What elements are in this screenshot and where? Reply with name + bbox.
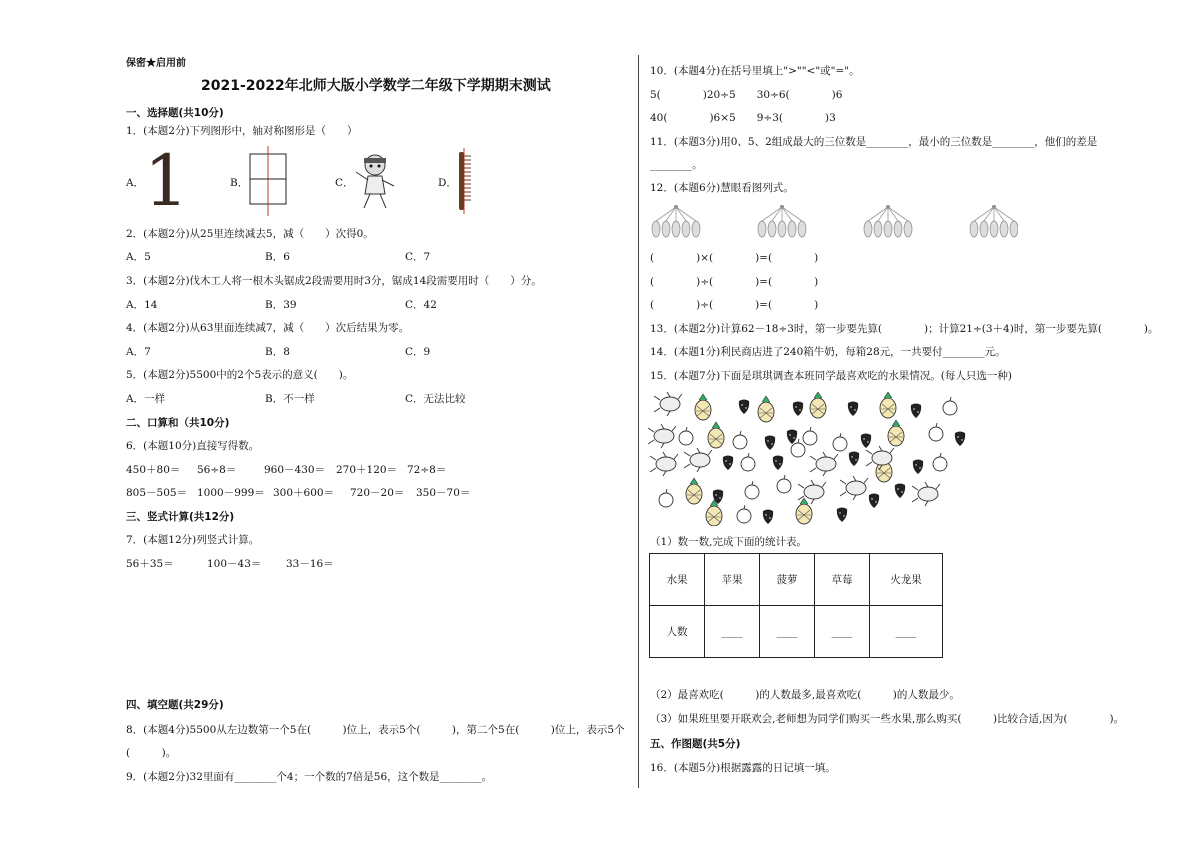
q13-text: 13．(本题2分)计算62－18÷3时，第一步要先算( )；计算21÷(3＋4)时，第一步要先算( )。 bbox=[650, 323, 1159, 335]
digit-one-icon: 1 bbox=[144, 140, 189, 222]
q6-item: 1000－999＝ bbox=[197, 487, 265, 499]
q4-text: 4．(本题2分)从63里面连续减7，减（ ）次后结果为零。 bbox=[126, 322, 410, 334]
q6-text: 6．(本题10分)直接写得数。 bbox=[126, 440, 260, 452]
q8-line1: 8．(本题4分)5500从左边数第一个5在( )位上，表示5个( )，第二个5在( )位上，表示5个 bbox=[126, 724, 625, 736]
column-divider bbox=[638, 55, 639, 788]
section-mental-math: 二、口算和（共10分) bbox=[126, 417, 230, 429]
q6-item: 270＋120＝ bbox=[336, 464, 398, 476]
q3-option-a: A．14 bbox=[126, 299, 158, 311]
section-drawing: 五、作图题(共5分) bbox=[650, 738, 741, 750]
table-header-cell: 水果 bbox=[650, 554, 705, 606]
section-fill-blank: 四、填空题(共29分) bbox=[126, 699, 224, 711]
section-vertical-calc: 三、竖式计算(共12分) bbox=[126, 511, 235, 523]
q11-line1: 11．(本题3分)用0、5、2组成最大的三位数是________，最小的三位数是________，他们的差是 bbox=[650, 136, 1098, 148]
q6-item: 56÷8＝ bbox=[197, 464, 237, 476]
q12-row2: ( )÷( )=( ) bbox=[650, 276, 819, 288]
table-header-cell: 苹果 bbox=[705, 554, 760, 606]
q14-text: 14．(本题1分)利民商店进了240箱牛奶，每箱28元，一共要付________元。 bbox=[650, 346, 1006, 358]
q1-option-b: B． bbox=[230, 177, 249, 189]
q10-row1: 5( )20÷5 30÷6( )6 bbox=[650, 89, 843, 101]
comb-icon bbox=[452, 148, 476, 214]
q4-option-b: B．8 bbox=[265, 346, 290, 358]
q6-item: 805－505＝ bbox=[126, 487, 188, 499]
table-blank-cell[interactable]: ____ bbox=[705, 606, 760, 658]
q6-item: 450＋80＝ bbox=[126, 464, 181, 476]
fruit-stat-table bbox=[649, 553, 943, 658]
q4-option-a: A．7 bbox=[126, 346, 151, 358]
q12-row3: ( )÷( )=( ) bbox=[650, 299, 819, 311]
table-header-cell: 草莓 bbox=[815, 554, 870, 606]
table-blank-cell[interactable]: ____ bbox=[815, 606, 870, 658]
q1-option-a: A． bbox=[126, 177, 145, 189]
fruit-collection-figure bbox=[648, 392, 978, 526]
q2-option-a: A．5 bbox=[126, 251, 151, 263]
q15-sub2: （2）最喜欢吃( )的人数最多,最喜欢吃( )的人数最少。 bbox=[650, 689, 960, 701]
q12-row1: ( )×( )=( ) bbox=[650, 252, 819, 264]
q5-text: 5．(本题2分)5500中的2个5表示的意义( )。 bbox=[126, 369, 354, 381]
q11-line2: ________。 bbox=[650, 159, 703, 171]
q7-item: 56＋35＝ bbox=[126, 558, 174, 570]
q10-row2: 40( )6×5 9÷3( )3 bbox=[650, 112, 836, 124]
q9-text: 9．(本题2分)32里面有________个4；一个数的7倍是56，这个数是________。 bbox=[126, 771, 493, 783]
page-title: 2021-2022年北师大版小学数学二年级下学期期末测试 bbox=[201, 78, 551, 94]
q10-text: 10．(本题4分)在括号里填上">""<"或"="。 bbox=[650, 65, 860, 77]
q4-option-c: C．9 bbox=[405, 346, 431, 358]
q7-item: 100－43＝ bbox=[207, 558, 262, 570]
section-choice: 一、选择题(共10分) bbox=[126, 107, 224, 119]
q6-item: 72÷8＝ bbox=[407, 464, 447, 476]
table-header-cell: 菠萝 bbox=[760, 554, 815, 606]
q6-item: 350－70＝ bbox=[416, 487, 471, 499]
q6-item: 960－430＝ bbox=[264, 464, 326, 476]
q2-option-c: C．7 bbox=[405, 251, 431, 263]
q1-option-d: D． bbox=[438, 177, 457, 189]
q1-option-c: C． bbox=[335, 177, 354, 189]
q8-line2: ( )。 bbox=[126, 747, 177, 759]
q7-text: 7．(本题12分)列竖式计算。 bbox=[126, 534, 260, 546]
ninja-figure-icon bbox=[350, 150, 400, 212]
q15-sub1: （1）数一数,完成下面的统计表。 bbox=[650, 536, 808, 548]
q12-text: 12．(本题6分)慧眼看图列式。 bbox=[650, 182, 794, 194]
q5-option-b: B．不一样 bbox=[265, 393, 315, 405]
q5-option-c: C．无法比较 bbox=[405, 393, 466, 405]
q7-item: 33－16＝ bbox=[286, 558, 334, 570]
q5-option-a: A．一样 bbox=[126, 393, 166, 405]
fish-groups-figure bbox=[648, 203, 1018, 241]
q3-text: 3．(本题2分)伐木工人将一根木头锯成2段需要用时3分，锯成14段需要用时（ ）分。 bbox=[126, 275, 542, 287]
window-grid-icon bbox=[244, 146, 294, 216]
secret-label: 保密★启用前 bbox=[126, 58, 186, 69]
q15-text: 15．(本题7分)下面是琪琪调查本班同学最喜欢吃的水果情况。(每人只选一种) bbox=[650, 370, 1012, 382]
q2-text: 2．(本题2分)从25里连续减去5，减（ ）次得0。 bbox=[126, 228, 374, 240]
table-blank-cell[interactable]: ____ bbox=[760, 606, 815, 658]
q1-text: 1．(本题2分)下列图形中，轴对称图形是（ ） bbox=[126, 125, 358, 137]
q6-item: 720－20＝ bbox=[350, 487, 405, 499]
q6-item: 300＋600＝ bbox=[273, 487, 335, 499]
table-header-cell: 火龙果 bbox=[870, 554, 943, 606]
q3-option-b: B．39 bbox=[265, 299, 297, 311]
table-blank-cell[interactable]: ____ bbox=[870, 606, 943, 658]
q16-text: 16．(本题5分)根据露露的日记填一填。 bbox=[650, 762, 836, 774]
table-row-label: 人数 bbox=[650, 606, 705, 658]
q3-option-c: C．42 bbox=[405, 299, 437, 311]
q2-option-b: B．6 bbox=[265, 251, 290, 263]
q15-sub3: （3）如果班里要开联欢会,老师想为同学们购买一些水果,那么购买( )比较合适,因为( )。 bbox=[650, 713, 1125, 725]
